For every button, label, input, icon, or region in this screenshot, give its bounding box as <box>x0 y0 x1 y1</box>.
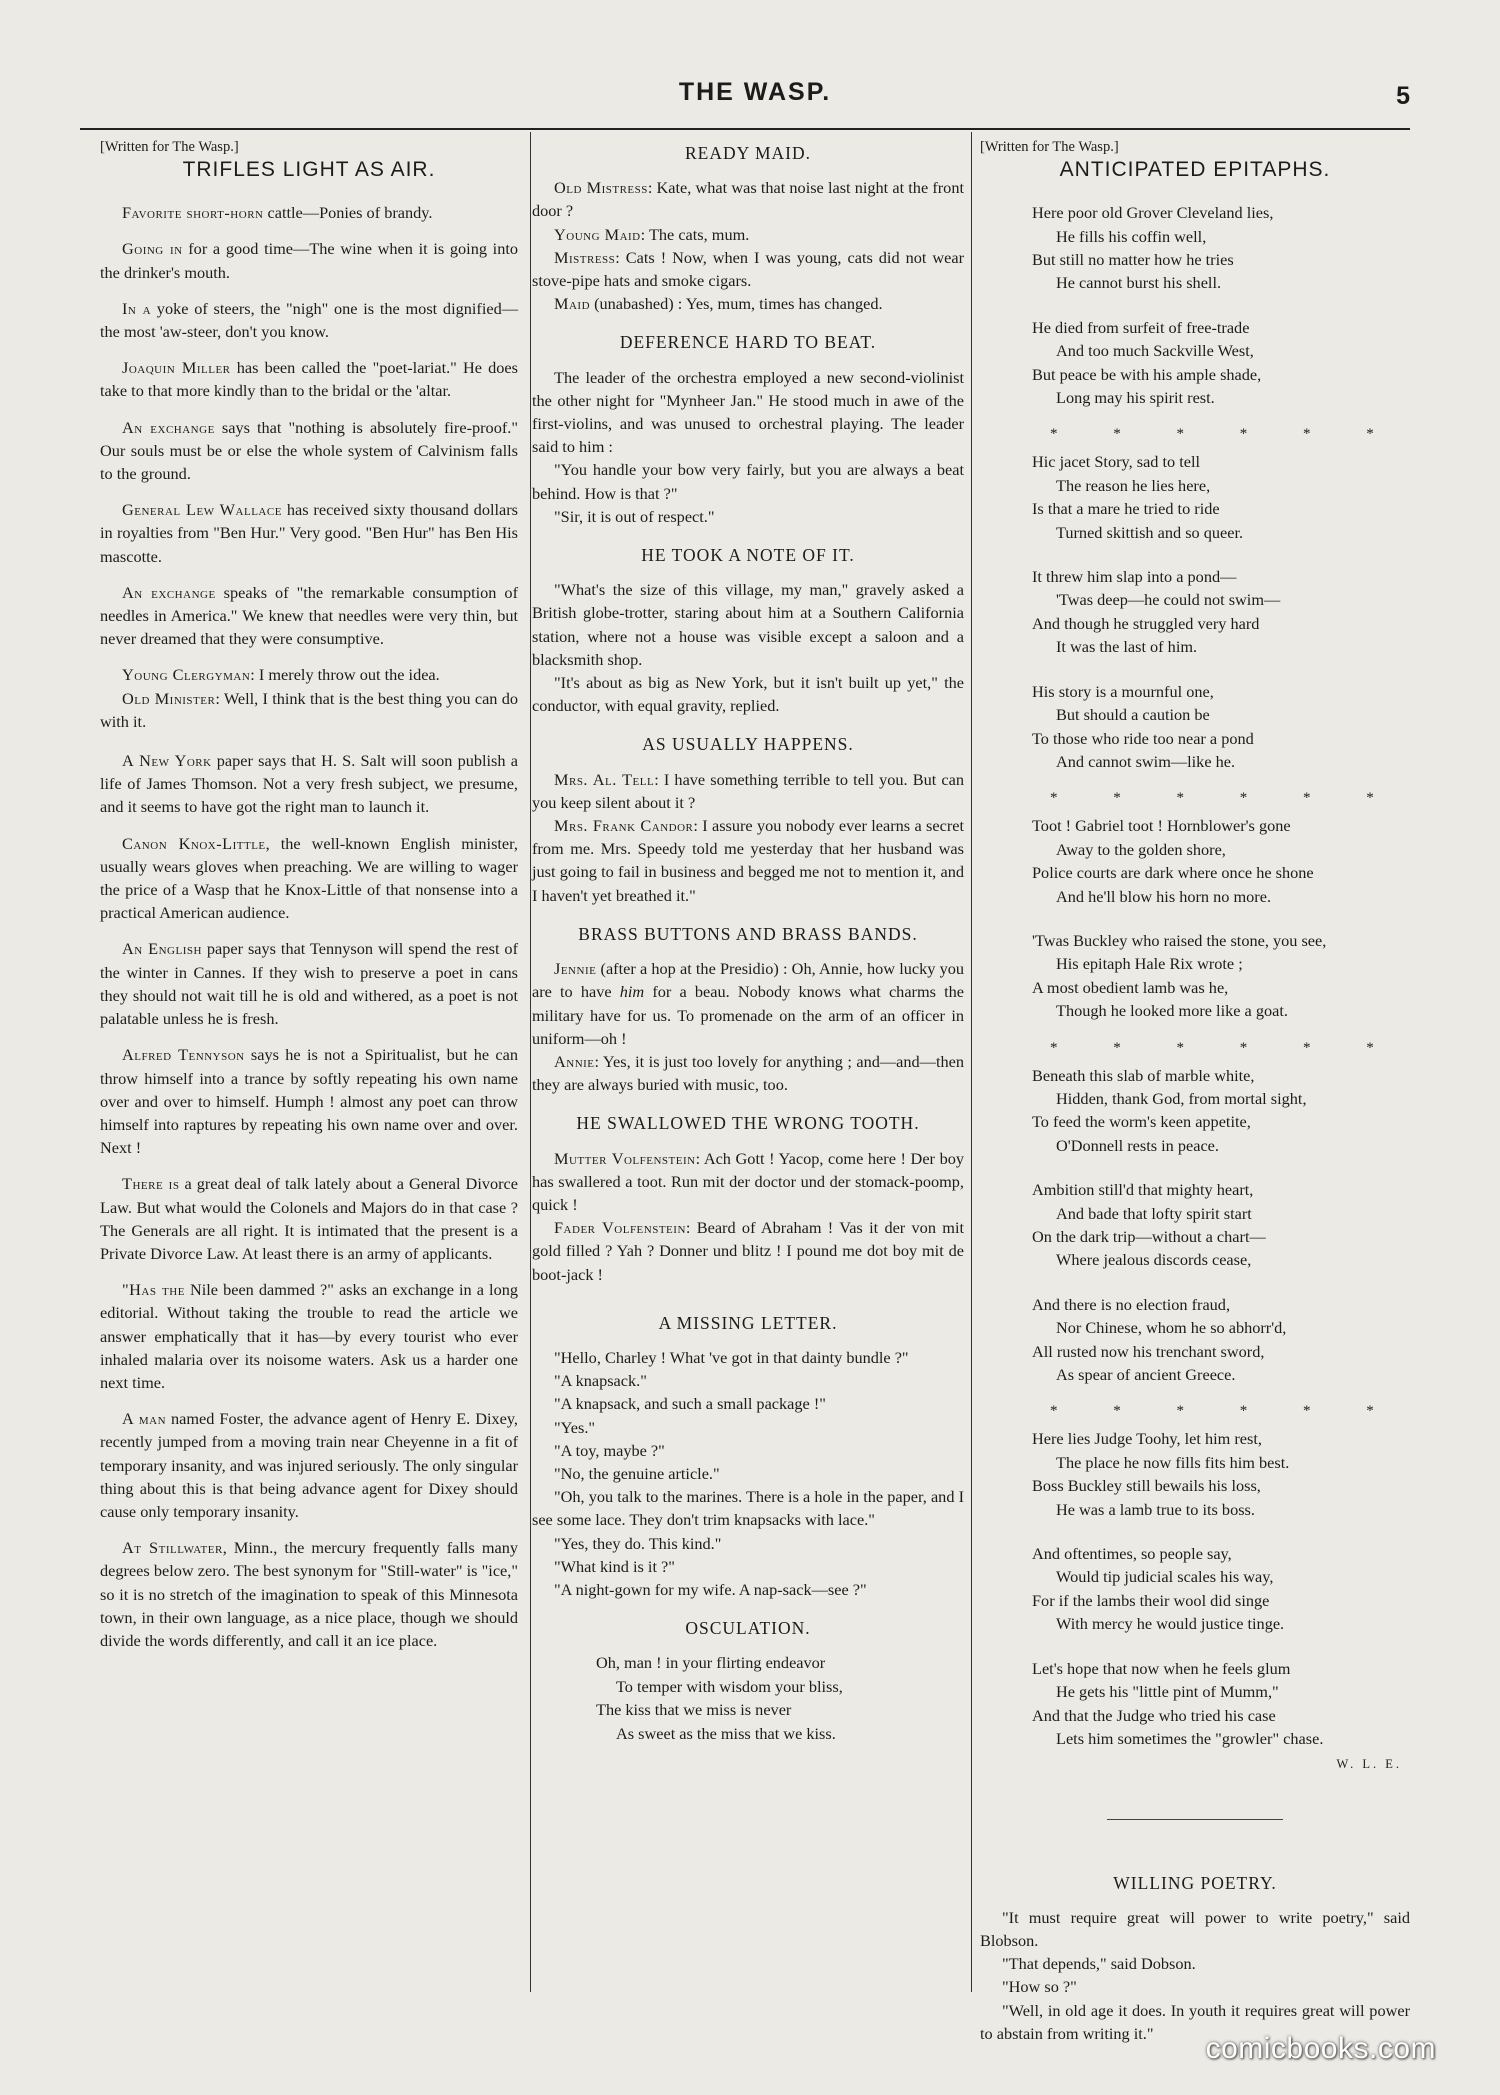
poem-line: Ambition still'd that mighty heart, <box>1032 1180 1254 1200</box>
note-text <box>532 578 964 717</box>
dialog-line <box>532 957 964 1050</box>
poem-line: The kiss that we miss is never <box>596 1700 792 1720</box>
column-divider-1 <box>530 132 531 1992</box>
item-text: a great deal of talk lately about a General Divorce Law. But what would the Colonels and Majors do in that case ? The Generals are all right. It is intimated that the present is a Private Divorce Law. At least there is an army of applicants. <box>100 1174 518 1263</box>
dialog-line <box>532 814 964 907</box>
item-text: Nile been dammed ?" asks an exchange in a long editorial. Without taking the trouble to read the article we answer emphatically that it has—by every tourist who ever inhaled malaria over its noisome waters. Ask us a harder one next time. <box>100 1280 518 1392</box>
paragraph: "Hello, Charley ! What 've got in that dainty bundle ?" <box>554 1347 909 1367</box>
paragraph-item <box>100 1407 518 1523</box>
poem-line: But still no matter how he tries <box>1032 250 1234 270</box>
paragraph: "What kind is it ?" <box>554 1556 675 1576</box>
speaker-name: Fader Volfenstein <box>554 1218 686 1238</box>
paragraph-item <box>100 832 518 925</box>
poem-line: To feed the worm's keen appetite, <box>1032 1112 1251 1132</box>
poem-line: O'Donnell rests in peace. <box>1056 1135 1219 1155</box>
poem-stanza <box>980 1542 1410 1636</box>
poem-stanza <box>980 450 1410 544</box>
dialog-text: : Kate, what was that noise last night at the front door ? <box>532 178 964 221</box>
poem-line: Nor Chinese, whom he so abhorr'd, <box>1056 1318 1287 1338</box>
paragraph-item <box>100 237 518 283</box>
item-lead-words: An English <box>122 939 202 959</box>
epitaphs-poem <box>980 201 1410 1750</box>
item-text: , Minn., the mercury frequently falls many degrees below zero. The best synonym for "Still-water" is "ice," so it is no stretch of the imagination to speak of this Minnesota town, in their own language, as a nice place, though we should divide the words differently, and call it an ice place. <box>100 1538 518 1650</box>
dialog-text: : The cats, mum. <box>640 224 750 244</box>
poem-line: And though he struggled very hard <box>1032 613 1260 633</box>
poem-line: Toot ! Gabriel toot ! Hornblower's gone <box>1032 816 1291 836</box>
dialog-text: : Beard of Abraham ! Vas it der von mit gold filled ? Yah ? Donner und blitz ! I pound me dot boy mit de boot-jack ! <box>532 1218 964 1284</box>
paragraph: "That depends," said Dobson. <box>1002 1954 1196 1974</box>
item-text: for a good time—The wine when it is going into the drinker's mouth. <box>100 239 518 282</box>
column-epitaphs <box>980 138 1410 2061</box>
paragraph-item <box>100 201 518 224</box>
section-title-ready-maid: READY MAID. <box>684 143 812 163</box>
section-title-usually: AS USUALLY HAPPENS. <box>642 734 854 755</box>
item-lead-words: Going in <box>122 239 183 259</box>
paragraph: "A knapsack, and such a small package !" <box>554 1394 826 1414</box>
dialog-line <box>532 1147 964 1217</box>
paragraph-item <box>100 498 518 568</box>
dialog-line <box>532 768 964 814</box>
poem-line: With mercy he would justice tinge. <box>1056 1614 1285 1634</box>
poem-line: He cannot burst his shell. <box>1056 273 1222 293</box>
dialog-line <box>532 292 964 315</box>
paragraph-item <box>100 356 518 402</box>
item-text: has been called the "poet-lariat." He does take to that more kindly than to the bridal or the 'altar. <box>100 358 518 401</box>
poem-line: 'Twas Buckley who raised the stone, you see, <box>1032 930 1327 950</box>
paragraph-item <box>100 581 518 651</box>
poem-line: Though he looked more like a goat. <box>1056 1001 1288 1021</box>
item-lead-words: An exchange <box>122 582 216 602</box>
poem-line: His epitaph Hale Rix wrote ; <box>1056 954 1243 974</box>
item-lead-words: In a <box>122 298 152 318</box>
poem-line: Turned skittish and so queer. <box>1056 522 1244 542</box>
poem-line: He fills his coffin well, <box>1056 226 1207 246</box>
brass-dialog <box>532 957 964 1096</box>
paragraph-item <box>100 1172 518 1265</box>
speaker-name: Jennie <box>554 959 597 979</box>
asterism: * * * * * * <box>1050 426 1400 443</box>
masthead <box>100 76 1410 116</box>
poem-line: He gets his "little pint of Mumm," <box>1056 1682 1279 1702</box>
column-trifles <box>100 138 518 1665</box>
poem-line: All rusted now his trenchant sword, <box>1032 1341 1265 1361</box>
speaker-name: Mistress <box>554 247 616 267</box>
item-text: yoke of steers, the "nigh" one is the most dignified—the most 'aw-steer, don't you know. <box>100 298 518 342</box>
poem-line: And too much Sackville West, <box>1056 341 1254 361</box>
page-number: 5 <box>1396 82 1410 110</box>
poem-line: The place he now fills fits him best. <box>1056 1452 1290 1472</box>
dialog-text: for a beau. Nobody knows what charms the military have for us. To promenade on the arm of an officer in uniform—oh ! <box>532 982 965 1048</box>
dialog-text: : I have something terrible to tell you. But can you keep silent about it ? <box>532 769 964 812</box>
poem-line: He died from surfeit of free-trade <box>1032 317 1250 337</box>
deference-text <box>532 366 964 528</box>
poem-line: Away to the golden shore, <box>1056 839 1226 859</box>
paragraph: "Yes, they do. This kind." <box>554 1533 722 1553</box>
dialog-line <box>532 223 964 246</box>
poem-stanza <box>980 1178 1410 1272</box>
poem-stanza <box>980 1657 1410 1751</box>
dialog-text: : Yes, it is just too lovely for anything ; and—and—then they are always buried with music, too. <box>532 1051 964 1095</box>
speaker-name: Annie <box>554 1051 595 1071</box>
item-text: paper says that Tennyson will spend the rest of the winter in Cannes. If they wish to preserve a poet in cans they should not wait till he is old and withered, as a poet is not palatable unless he is fresh. <box>100 939 518 1029</box>
written-for-note: [Written for The Wasp.] <box>100 139 239 155</box>
poem-line: Lets him sometimes the "growler" chase. <box>1056 1728 1324 1748</box>
dialog-text: : Well, I think that is the best thing you can do with it. <box>100 688 518 731</box>
speaker-name: Old Mistress <box>554 178 648 198</box>
poem-stanza <box>980 680 1410 774</box>
paragraph-item <box>100 297 518 343</box>
item-lead-words: Favorite short-horn <box>122 203 264 223</box>
section-title-brass: BRASS BUTTONS AND BRASS BANDS. <box>578 923 918 944</box>
item-text: speaks of "the remarkable consumption of needles in America." We knew that needles were very thin, but never dreamed that they were consumptive. <box>100 582 518 649</box>
poem-line: Long may his spirit rest. <box>1056 388 1215 408</box>
section-title-letter: A MISSING LETTER. <box>658 1312 838 1333</box>
masthead-title: THE WASP. <box>678 78 832 106</box>
item-lead-words: A New York <box>122 751 212 771</box>
poem-line: As spear of ancient Greece. <box>1056 1365 1236 1385</box>
item-lead-words: Joaquin Miller <box>122 358 231 378</box>
item-text: paper says that H. S. Salt will soon publish a life of James Thomson. Not a very fresh subject, we presume, and it seems to have got the right man to launch it. <box>100 751 518 817</box>
paragraph-item <box>100 749 518 819</box>
poem-line: And oftentimes, so people say, <box>1032 1544 1232 1564</box>
speaker-name: Young Maid <box>554 224 641 244</box>
item-lead-words: A man <box>122 1409 167 1429</box>
item-text: says he is not a Spiritualist, but he can throw himself into a trance by softly repeating his own name over and over to himself. Humph ! almost any poet can throw himself into raptures by repeating his own name over and over. Next ! <box>100 1045 519 1158</box>
poem-line: It threw him slap into a pond— <box>1032 567 1237 587</box>
osculation-poem <box>532 1651 964 1745</box>
dialog-text: : Ach Gott ! Yacop, come here ! Der boy has swallered a toot. Run mit der doctor und der stomack-poomp, quick ! <box>532 1148 964 1214</box>
poem-stanza <box>980 1064 1410 1158</box>
poem-line: 'Twas deep—he could not swim— <box>1056 590 1281 610</box>
poem-line: Would tip judicial scales his way, <box>1056 1567 1274 1587</box>
item-text: says that "nothing is absolutely fire-proof." Our souls must be or else the whole system of Calvinism falls to the ground. <box>100 417 518 484</box>
poem-line: The reason he lies here, <box>1056 475 1211 495</box>
speaker-name: Old Minister <box>122 688 216 708</box>
paragraph-item <box>100 1043 518 1159</box>
poem-line: But should a caution be <box>1056 705 1210 725</box>
dialog-line <box>100 663 518 686</box>
item-lead-words: Canon Knox-Little <box>122 833 266 853</box>
asterism: * * * * * * <box>1050 790 1400 807</box>
dialog-text: : I assure you nobody ever learns a secret from me. Mrs. Speedy told me yesterday that her husband was just going to fail in business and begged me not to mention it, and I haven't yet breathed it." <box>532 816 964 905</box>
poem-line: It was the last of him. <box>1056 637 1198 657</box>
poem-line: Oh, man ! in your flirting endeavor <box>596 1653 826 1673</box>
poem-line: As sweet as the miss that we kiss. <box>616 1723 836 1743</box>
poem-stanza <box>980 1427 1410 1521</box>
poem-line: But peace be with his ample shade, <box>1032 364 1262 384</box>
paragraph: The leader of the orchestra employed a new second-violinist the other night for "Mynheer Jan." He stood much in awe of the first-violins, and was unused to orchestral playing. The leader said to him : <box>532 367 964 457</box>
section-title-epitaphs: ANTICIPATED EPITAPHS. <box>1059 158 1331 181</box>
asterism: * * * * * * <box>1050 1039 1400 1056</box>
column-divider-2 <box>971 132 972 1992</box>
paragraph: "Well, in old age it does. In youth it requires great will power to abstain from writing it." <box>980 2000 1410 2043</box>
item-lead-words: An exchange <box>122 417 215 437</box>
poem-stanza <box>980 565 1410 659</box>
paragraph: "A toy, maybe ?" <box>554 1440 665 1460</box>
poem-line: Where jealous discords cease, <box>1056 1250 1252 1270</box>
dialog-line <box>532 176 964 222</box>
dialog-text: : I merely throw out the idea. <box>250 665 440 685</box>
poem-line: To those who ride too near a pond <box>1032 728 1254 748</box>
poem-line: And he'll blow his horn no more. <box>1056 886 1272 906</box>
dialog-text-pre: (after a hop at the Presidio) : Oh, Annie, how lucky you are to have <box>532 959 964 1002</box>
speaker-name: Mrs. Frank Candor <box>554 816 694 836</box>
poem-line: On the dark trip—without a chart— <box>1032 1227 1266 1247</box>
trifles-items-2 <box>100 749 518 1652</box>
ready-maid-dialog <box>532 176 964 315</box>
paragraph: "A night-gown for my wife. A nap-sack—see ?" <box>554 1579 867 1599</box>
paragraph: "Sir, it is out of respect." <box>554 506 715 526</box>
willing-poetry-text <box>980 1906 1410 2045</box>
poem-stanza <box>980 929 1410 1023</box>
item-lead-words: Alfred Tennyson <box>122 1045 245 1065</box>
item-text: , the well-known English minister, usually wears gloves when preaching. We are willing to wager the price of a Wasp that he Knox-Little of that nonsense into a practical American audience. <box>100 833 518 923</box>
section-title-tooth: HE SWALLOWED THE WRONG TOOTH. <box>576 1113 920 1134</box>
poem-line: Here lies Judge Toohy, let him rest, <box>1032 1429 1262 1449</box>
poem-stanza <box>980 1293 1410 1387</box>
clergy-dialog <box>100 663 518 733</box>
item-text: cattle—Ponies of brandy. <box>263 203 433 223</box>
dialog-text: : Cats ! Now, when I was young, cats did not wear stove-pipe hats and smoke cigars. <box>532 247 964 291</box>
poem-line: Let's hope that now when he feels glum <box>1032 1658 1291 1678</box>
poem-line: Is that a mare he tried to ride <box>1032 499 1220 519</box>
item-text: named Foster, the advance agent of Henry E. Dixey, recently jumped from a moving train near Cheyenne in a fit of temporary insanity, and was injured seriously. The only singular thing about this is that being advance agent for Dixey should cause only temporary insanity. <box>100 1409 518 1521</box>
poem-line: His story is a mournful one, <box>1032 681 1214 701</box>
poem-line: Police courts are dark where once he shone <box>1032 863 1314 883</box>
speaker-name: Maid <box>554 294 591 314</box>
written-for-note-2: [Written for The Wasp.] <box>980 139 1119 155</box>
poem-line: And bade that lofty spirit start <box>1056 1203 1252 1223</box>
poem-stanza <box>980 201 1410 295</box>
dialog-emphasis: him <box>619 982 645 1002</box>
poem-line: Here poor old Grover Cleveland lies, <box>1032 203 1274 223</box>
speaker-name: Young Clergyman <box>122 665 251 685</box>
section-rule <box>1107 1819 1283 1820</box>
section-title-willing: WILLING POETRY. <box>1113 1872 1277 1893</box>
paragraph: "Yes." <box>554 1417 596 1437</box>
paragraph: "How so ?" <box>1002 1977 1077 1997</box>
dialog-line <box>532 1050 964 1096</box>
item-text: has received sixty thousand dollars in royalties from "Ben Hur." Very good. "Ben Hur" has Ben His mascotte. <box>100 500 518 566</box>
section-title-osculation: OSCULATION. <box>685 1618 811 1639</box>
item-lead-words: "Has the <box>122 1280 185 1300</box>
paragraph: "Oh, you talk to the marines. There is a hole in the paper, and I see some lace. They don't trim knapsacks with lace." <box>532 1487 964 1530</box>
poem-line: And that the Judge who tried his case <box>1032 1705 1276 1725</box>
speaker-name: Mrs. Al. Tell <box>554 769 655 789</box>
section-title-note: HE TOOK A NOTE OF IT. <box>641 545 855 566</box>
poem-line: Boss Buckley still bewails his loss, <box>1032 1476 1261 1496</box>
dialog-text: (unabashed) : Yes, mum, times has changed. <box>590 294 883 314</box>
trifles-items <box>100 201 518 650</box>
letter-text <box>532 1346 964 1601</box>
item-lead-words: At Stillwater <box>122 1538 223 1558</box>
masthead-rule <box>80 128 1410 130</box>
watermark-text: comicbooks.com <box>1205 2032 1436 2065</box>
paragraph-item <box>100 416 518 486</box>
usually-dialog <box>532 768 964 907</box>
poem-signature: W. L. E. <box>1336 1757 1402 1772</box>
tooth-dialog <box>532 1147 964 1286</box>
poem-line: And there is no election fraud, <box>1032 1294 1231 1314</box>
item-lead-words: There is <box>122 1174 180 1194</box>
paragraph: "What's the size of this village, my man," gravely asked a British globe-trotter, staring about him at a Southern California station, where not a house was visible except a saloon and a blacksmith shop. <box>532 580 964 669</box>
poem-stanza <box>980 814 1410 908</box>
item-lead-words: General Lew Wallace <box>122 500 282 520</box>
poem-line: And cannot swim—like he. <box>1056 751 1236 771</box>
dialog-line <box>100 687 518 733</box>
poem-line: Beneath this slab of marble white, <box>1032 1065 1255 1085</box>
paragraph: "It's about as big as New York, but it isn't built up yet," the conductor, with equal gravity, replied. <box>532 673 964 716</box>
speaker-name: Mutter Volfenstein <box>554 1148 696 1168</box>
paragraph: "You handle your bow very fairly, but you are always a beat behind. How is that ?" <box>532 460 964 503</box>
poem-line: For if the lambs their wool did singe <box>1032 1590 1270 1610</box>
section-title-trifles: TRIFLES LIGHT AS AIR. <box>182 158 436 181</box>
paragraph-item <box>100 1536 518 1652</box>
paragraph-item <box>100 937 518 1030</box>
paragraph: "No, the genuine article." <box>554 1463 720 1483</box>
paragraph-item <box>100 1278 518 1394</box>
dialog-line <box>532 1216 964 1286</box>
dialog-line <box>532 246 964 292</box>
poem-stanza <box>980 316 1410 410</box>
poem-line: Hidden, thank God, from mortal sight, <box>1056 1088 1307 1108</box>
paragraph: "It must require great will power to write poetry," said Blobson. <box>980 1907 1410 1950</box>
poem-line: Hic jacet Story, sad to tell <box>1032 452 1201 472</box>
section-title-deference: DEFERENCE HARD TO BEAT. <box>619 332 877 353</box>
poem-line: To temper with wisdom your bliss, <box>616 1676 843 1696</box>
asterism: * * * * * * <box>1050 1403 1400 1420</box>
column-anecdotes <box>532 138 964 1751</box>
paragraph: "A knapsack." <box>554 1371 647 1391</box>
poem-line: He was a lamb true to its boss. <box>1056 1499 1255 1519</box>
poem-line: A most obedient lamb was he, <box>1032 977 1229 997</box>
